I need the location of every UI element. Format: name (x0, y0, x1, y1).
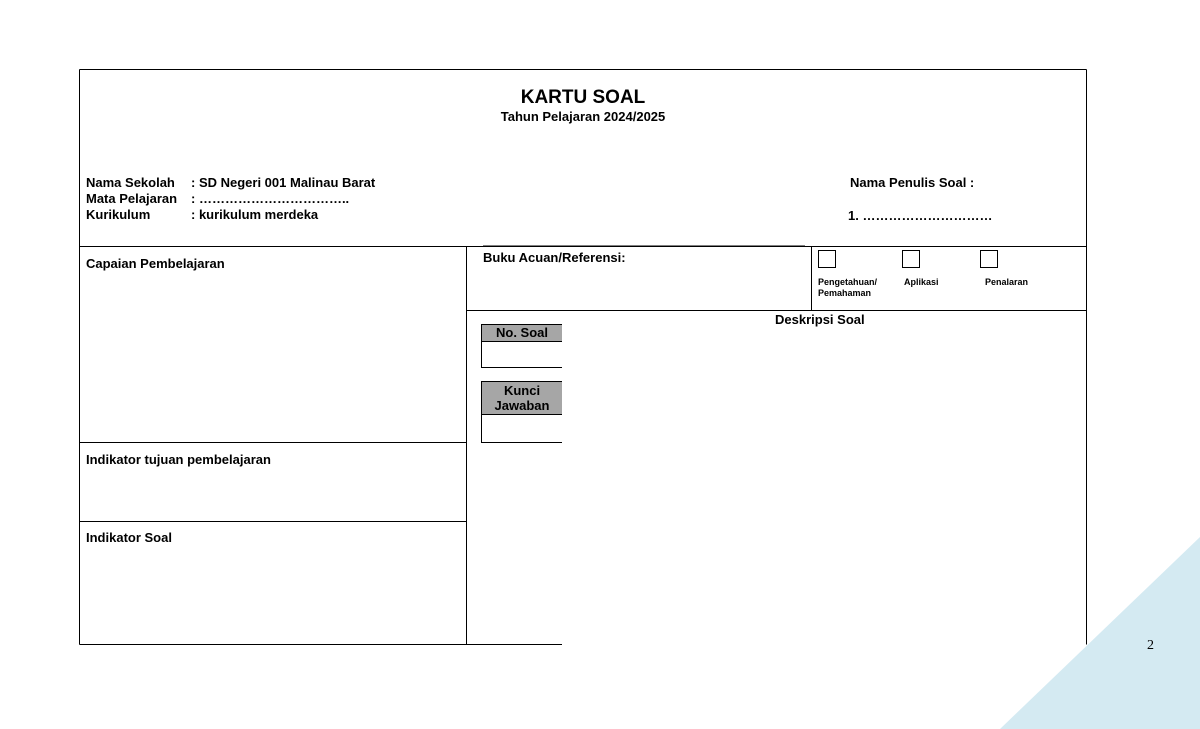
mata-pelajaran-label: Mata Pelajaran (86, 191, 178, 206)
nama-sekolah-value: : SD Negeri 001 Malinau Barat (191, 175, 376, 190)
mata-pelajaran-value: : …………………………….. (191, 191, 350, 206)
level-label-penalaran: Penalaran (985, 277, 1029, 287)
writer-line-1: 1. ………………………… (848, 208, 993, 223)
no-soal-header: No. Soal (481, 324, 562, 342)
buku-acuan-top-line (483, 245, 805, 247)
no-soal-input-box[interactable] (481, 342, 562, 368)
question-card (79, 69, 1087, 645)
card-grid-lines (79, 69, 1087, 645)
level-label-aplikasi: Aplikasi (904, 277, 939, 287)
level-checkbox-aplikasi[interactable] (902, 250, 920, 268)
writer-label: Nama Penulis Soal : (850, 175, 975, 190)
level-checkbox-pengetahuan[interactable] (818, 250, 836, 268)
indikator-tujuan-label: Indikator tujuan pembelajaran (86, 452, 271, 467)
card-title: KARTU SOAL (520, 87, 646, 108)
kunci-jawaban-input-box[interactable] (481, 415, 562, 443)
card-subtitle: Tahun Pelajaran 2024/2025 (500, 109, 666, 124)
page-number: 2 (1147, 638, 1154, 653)
capaian-pembelajaran-label: Capaian Pembelajaran (86, 256, 225, 271)
level-checkbox-penalaran[interactable] (980, 250, 998, 268)
indikator-soal-label: Indikator Soal (86, 530, 172, 545)
kurikulum-label: Kurikulum (86, 207, 151, 222)
nama-sekolah-label: Nama Sekolah (86, 175, 175, 190)
kurikulum-value: : kurikulum merdeka (191, 207, 319, 222)
level-label-pengetahuan: Pengetahuan/ Pemahaman (818, 277, 878, 298)
buku-acuan-label: Buku Acuan/Referensi: (483, 250, 626, 265)
kunci-jawaban-header: Kunci Jawaban (481, 381, 562, 415)
deskripsi-soal-label: Deskripsi Soal (775, 312, 865, 327)
